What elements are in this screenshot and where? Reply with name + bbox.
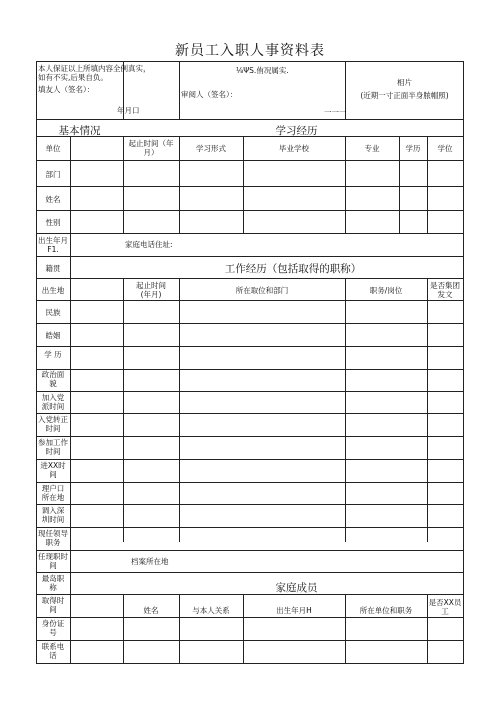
- table-row-line: [36, 391, 464, 392]
- archive-location-label: 档案所在地: [131, 557, 169, 566]
- pledge-date-label: 年月口: [117, 106, 140, 115]
- table-row-line: [36, 346, 464, 347]
- table-column-line: [427, 278, 428, 542]
- field-label: 性别: [45, 218, 61, 227]
- field-label: 任现职时 间: [38, 552, 68, 571]
- table-row-line: [36, 459, 464, 460]
- field-label: 籍贯: [45, 264, 61, 273]
- table-row-line: [36, 617, 464, 618]
- table-column-line: [123, 278, 124, 542]
- table-row-line: [36, 300, 464, 301]
- table-column-line: [123, 594, 124, 663]
- table-row-line: [36, 504, 464, 505]
- review-status-label: ⅛ΨS.侑况属实.: [236, 66, 289, 75]
- work-header-unit: 所在取位和部门: [235, 286, 289, 295]
- field-label: 联系电 话: [41, 642, 65, 661]
- section-work-history: 工作经历（包括取得的职称）: [224, 263, 362, 275]
- table-row-line: [36, 369, 464, 370]
- work-header-period: 起止时间 (年月): [136, 281, 166, 300]
- study-header-education: 学历: [405, 144, 421, 153]
- table-column-line: [345, 594, 346, 663]
- table-column-line: [179, 278, 180, 542]
- section-study-history: 学习经历: [275, 125, 318, 137]
- field-label: 参加工作 时间: [38, 438, 68, 457]
- study-header-school: 毕业学校: [279, 144, 309, 153]
- table-row-line: [36, 233, 464, 234]
- review-sign-line: 一一一: [324, 108, 347, 117]
- field-label: 政治面 貌: [41, 370, 65, 389]
- section-basic-info: 基本情况: [58, 125, 101, 137]
- family-header-employer: 所在单位和职务: [359, 606, 413, 615]
- table-row-line: [36, 323, 464, 324]
- home-address-label: 家庭电话住址:: [125, 240, 173, 249]
- table-row-line: [36, 550, 464, 551]
- study-header-form: 学习形式: [196, 144, 226, 153]
- table-row-line: [36, 640, 464, 641]
- field-label: 取得时 间: [41, 596, 65, 615]
- table-column-line: [243, 594, 244, 663]
- table-row-line: [36, 572, 464, 573]
- table-row-line: [36, 663, 464, 664]
- form-title: 新员工入职人事资料表: [175, 43, 325, 59]
- field-label: 姓名: [45, 195, 61, 204]
- field-label: 皓姻: [45, 331, 61, 340]
- field-label: 出生地: [41, 286, 65, 295]
- family-header-relation: 与本人关系: [192, 606, 230, 615]
- work-header-group-doc: 是否集团 发文: [430, 281, 460, 300]
- table-row-line: [36, 278, 464, 279]
- work-header-position: 职务/岗位: [369, 286, 403, 295]
- field-label: 现任领导 职务: [38, 529, 68, 548]
- signer-label: 填友人（签名）：: [38, 85, 95, 94]
- table-row-line: [36, 119, 464, 120]
- field-label: 出生年月 F1.: [38, 236, 68, 255]
- field-label: 最岛职 称: [41, 574, 65, 593]
- field-label: 学 历: [44, 350, 62, 359]
- field-label: 理户口 所在地: [41, 484, 65, 503]
- study-header-period: 起止时间（年 月）: [128, 139, 174, 158]
- table-row-line: [36, 413, 464, 414]
- field-label: 进XX时 间: [40, 461, 66, 480]
- field-label: 民族: [45, 308, 61, 317]
- table-column-line: [70, 136, 71, 663]
- study-header-major: 专业: [364, 144, 380, 153]
- table-row-line: [36, 482, 464, 483]
- pledge-statement: 本人保证以上所填内容全例真实， 如有不实,后果自负。: [38, 64, 151, 83]
- field-label: 部门: [45, 170, 61, 179]
- field-label: 单位: [45, 144, 61, 153]
- reviewer-label: 审阅人（签名）：: [181, 90, 238, 99]
- photo-label: 相片: [397, 78, 412, 87]
- table-column-line: [345, 278, 346, 542]
- table-row-line: [36, 527, 464, 528]
- field-label: 身份证 号: [41, 619, 65, 638]
- section-family-members: 家庭成员: [275, 582, 318, 594]
- family-header-is-employee: 是否XX员 工: [428, 598, 462, 617]
- table-row-line: [36, 61, 464, 62]
- table-column-line: [179, 594, 180, 663]
- family-header-name: 姓名: [143, 606, 159, 615]
- study-header-degree: 学位: [437, 144, 453, 153]
- table-column-line: [463, 61, 464, 664]
- field-label: 入党转正 时间: [38, 415, 68, 434]
- field-label: 加入党 派时间: [41, 393, 65, 412]
- family-header-birth: 出生年月H: [276, 606, 312, 615]
- field-label: 调入深 圳时间: [41, 506, 65, 525]
- photo-hint: (近期一寸正面半身脓帽照): [360, 91, 449, 100]
- table-row-line: [36, 436, 464, 437]
- table-row-line: [36, 256, 464, 257]
